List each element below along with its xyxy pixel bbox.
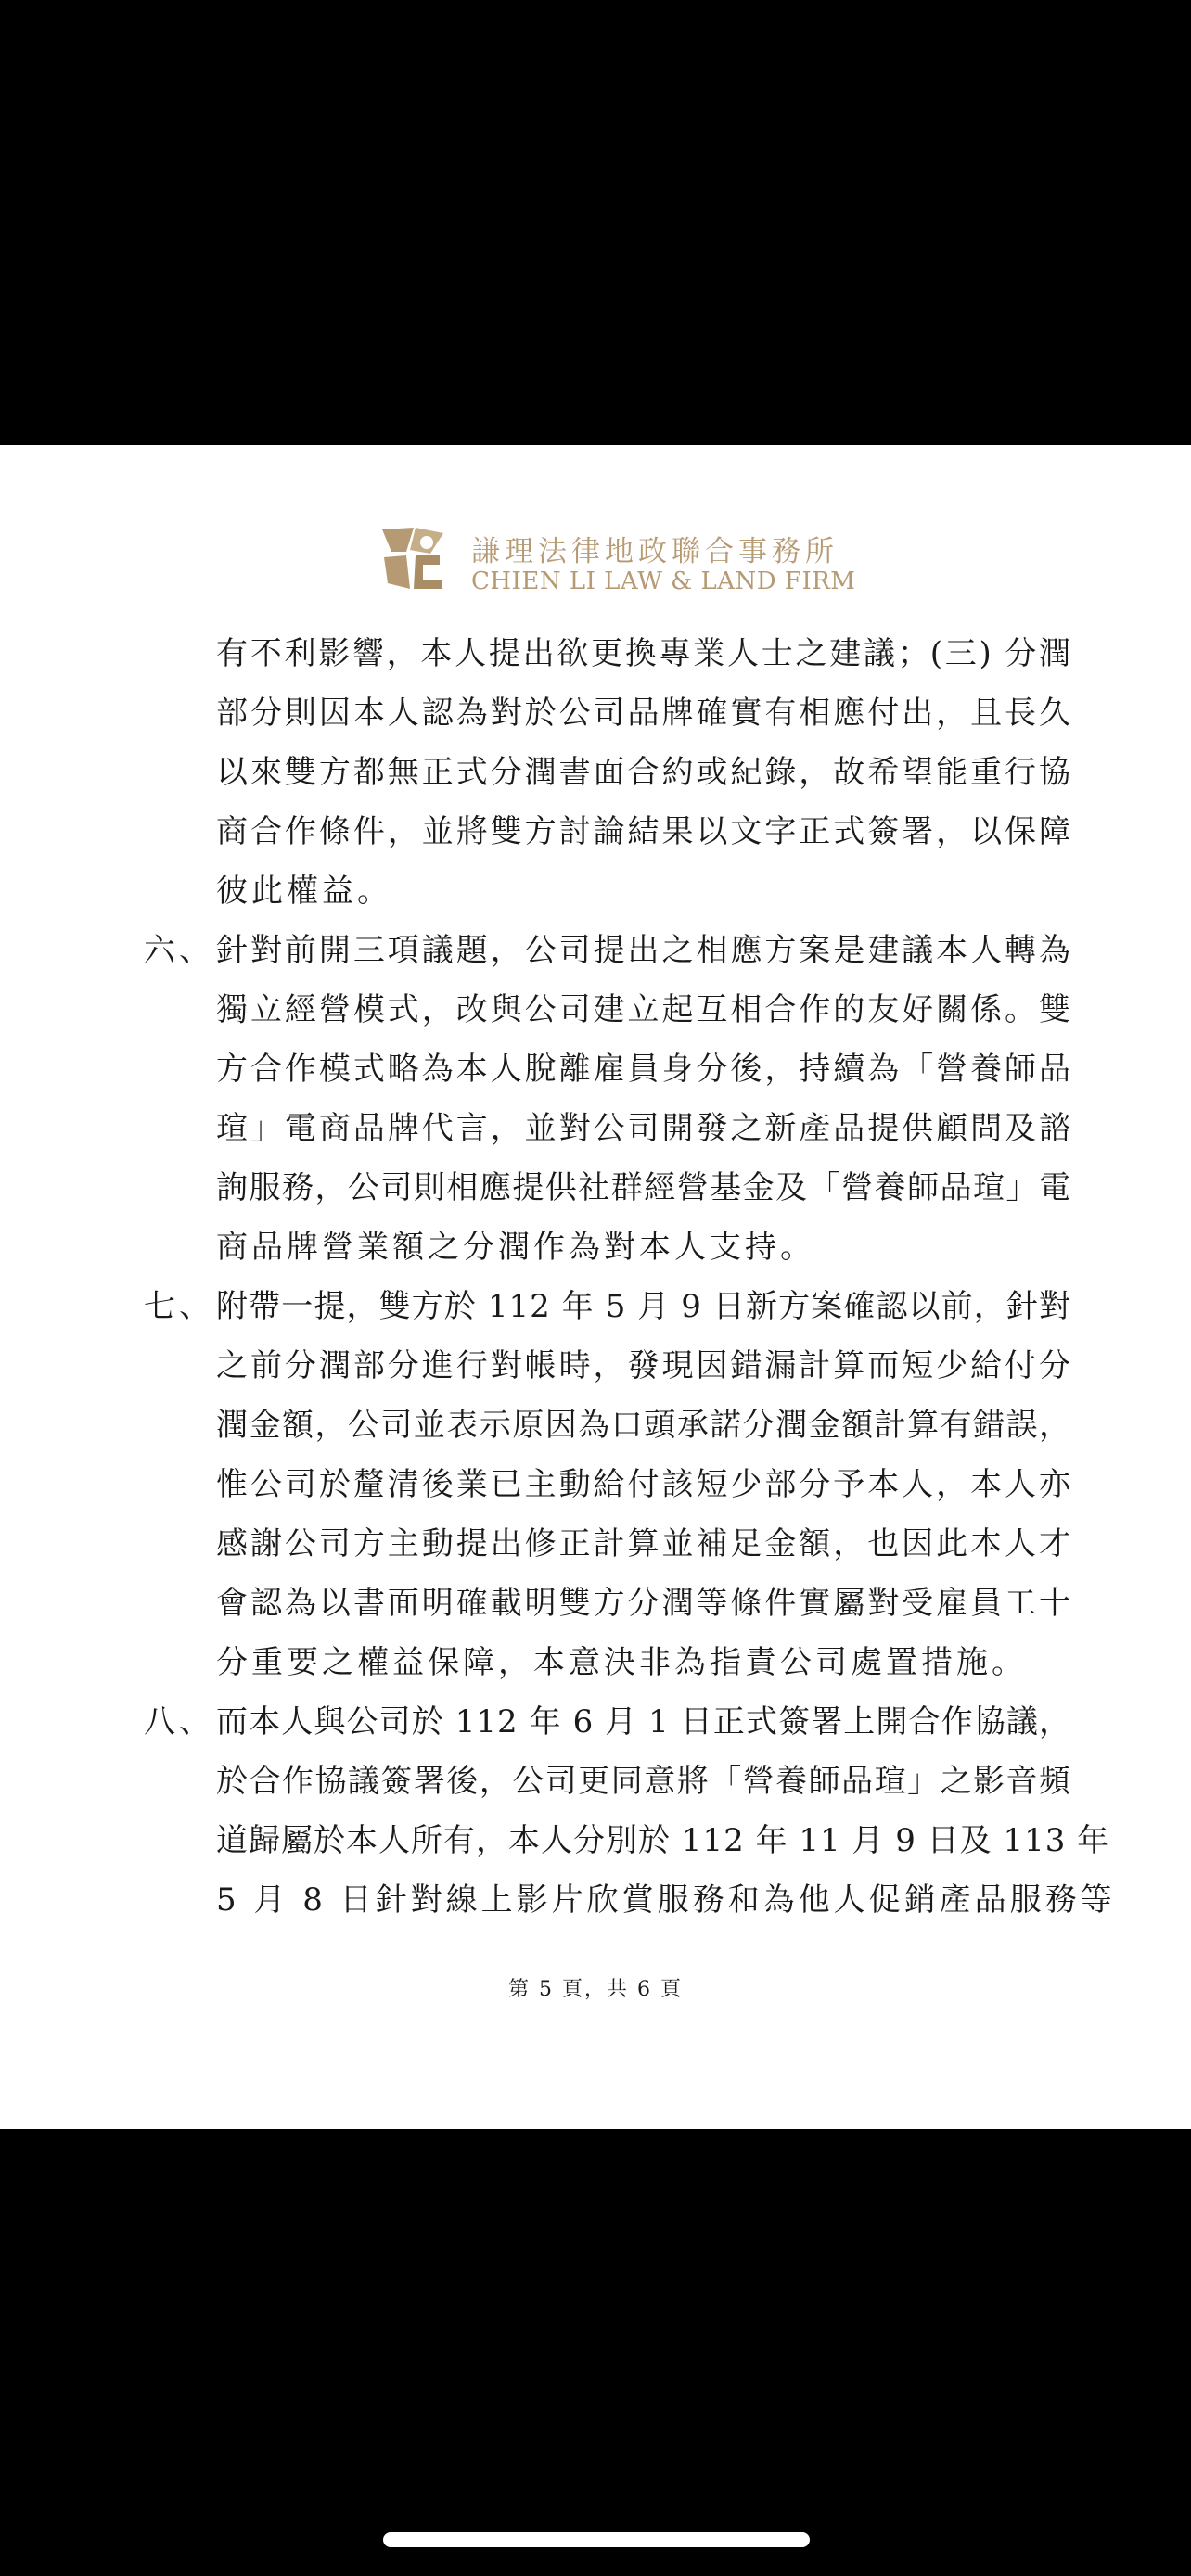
firm-name-english: CHIEN LI LAW & LAND FIRM	[471, 567, 856, 595]
paragraph-line: 而本人與公司於 112 年 6 月 1 日正式簽署上開合作協議，	[216, 1703, 1071, 1741]
paragraph-line: 附帶一提，雙方於 112 年 5 月 9 日新方案確認以前，針對	[216, 1288, 1071, 1325]
paragraph-line: 以來雙方都無正式分潤書面合約或紀錄，故希望能重行協	[216, 754, 1071, 791]
paragraph-line: 會認為以書面明確載明雙方分潤等條件實屬對受雇員工十	[216, 1585, 1071, 1622]
paragraph-line: 分重要之權益保障，本意決非為指責公司處置措施。	[216, 1644, 1027, 1681]
page-number: 第 5 頁，共 6 頁	[508, 1978, 683, 2001]
paragraph-line: 感謝公司方主動提出修正計算並補足金額，也因此本人才	[216, 1525, 1071, 1562]
paragraph-number: 八、	[144, 1703, 214, 1741]
paragraph-number: 七、	[144, 1288, 214, 1325]
letterhead	[378, 524, 856, 607]
paragraph-line: 商合作條件，並將雙方討論結果以文字正式簽署，以保障	[216, 813, 1071, 850]
paragraph-line: 彼此權益。	[216, 873, 392, 910]
paragraph-line: 針對前開三項議題，公司提出之相應方案是建議本人轉為	[216, 932, 1071, 969]
paragraph-line: 潤金額，公司並表示原因為口頭承諾分潤金額計算有錯誤，	[216, 1407, 1071, 1444]
paragraph-line: 詢服務，公司則相應提供社群經營基金及「營養師品瑄」電	[216, 1169, 1071, 1206]
paragraph-line: 於合作協議簽署後，公司更同意將「營養師品瑄」之影音頻	[216, 1763, 1071, 1800]
paragraph-line: 商品牌營業額之分潤作為對本人支持。	[216, 1229, 815, 1266]
document-page	[0, 445, 1191, 2129]
paragraph-number: 六、	[144, 932, 214, 969]
paragraph-line: 之前分潤部分進行對帳時，發現因錯漏計算而短少給付分	[216, 1347, 1071, 1384]
paragraph-line: 道歸屬於本人所有，本人分別於 112 年 11 月 9 日及 113 年	[216, 1822, 1110, 1859]
firm-logo-icon	[378, 524, 449, 594]
paragraph-line: 惟公司於釐清後業已主動給付該短少部分予本人，本人亦	[216, 1466, 1071, 1503]
paragraph-line: 部分則因本人認為對於公司品牌確實有相應付出，且長久	[216, 695, 1071, 732]
paragraph-line: 獨立經營模式，改與公司建立起互相合作的友好關係。雙	[216, 991, 1071, 1028]
paragraph-line: 方合作模式略為本人脫離雇員身分後，持續為「營養師品	[216, 1051, 1071, 1088]
paragraph-line: 瑄」電商品牌代言，並對公司開發之新產品提供顧問及諮	[216, 1110, 1071, 1147]
firm-name-chinese: 謙理法律地政聯合事務所	[471, 535, 839, 568]
home-indicator[interactable]	[383, 2532, 810, 2547]
paragraph-line: 有不利影響，本人提出欲更換專業人士之建議；(三) 分潤	[216, 635, 1071, 672]
paragraph-line: 5 月 8 日針對線上影片欣賞服務和為他人促銷產品服務等	[216, 1881, 1116, 1919]
